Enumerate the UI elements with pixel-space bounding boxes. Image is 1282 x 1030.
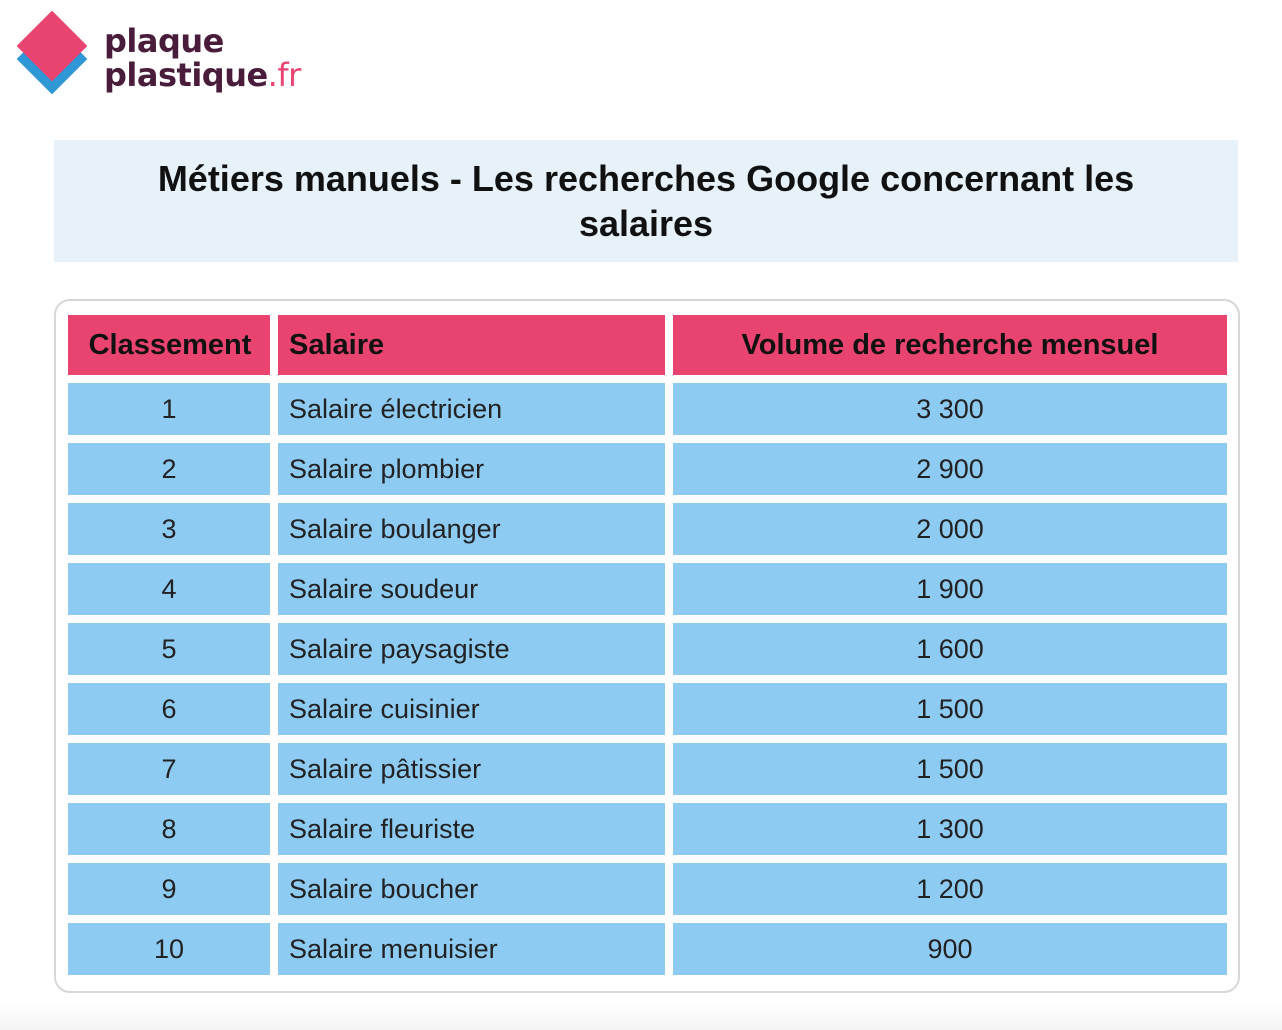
- job-cell: Salaire menuisier: [278, 923, 665, 975]
- volume-cell: 1 200: [673, 863, 1227, 915]
- volume-cell: 1 500: [673, 743, 1227, 795]
- logo-tld: .fr: [267, 56, 301, 94]
- table-row: [68, 383, 1227, 435]
- job-cell: Salaire soudeur: [278, 563, 665, 615]
- rank-cell: 4: [68, 563, 270, 615]
- rank-cell: 3: [68, 503, 270, 555]
- volume-cell: 3 300: [673, 383, 1227, 435]
- page-title: Métiers manuels - Les recherches Google concernant les salaires: [157, 158, 1135, 244]
- job-cell: Salaire plombier: [278, 443, 665, 495]
- table-row: [68, 743, 1227, 795]
- logo-line-2-text: plastique: [104, 56, 268, 94]
- volume-cell: 1 900: [673, 563, 1227, 615]
- volume-cell: 900: [673, 923, 1227, 975]
- rank-cell: 8: [68, 803, 270, 855]
- rank-cell: 10: [68, 923, 270, 975]
- title-banner: [54, 140, 1238, 262]
- table-frame: [54, 299, 1240, 993]
- volume-cell: 2 000: [673, 503, 1227, 555]
- volume-cell: 1 600: [673, 623, 1227, 675]
- job-cell: Salaire pâtissier: [278, 743, 665, 795]
- table-row: [68, 623, 1227, 675]
- volume-cell: 1 300: [673, 803, 1227, 855]
- table-row: [68, 503, 1227, 555]
- job-cell: Salaire paysagiste: [278, 623, 665, 675]
- table-row: [68, 443, 1227, 495]
- table-row: [68, 803, 1227, 855]
- header-salaire: Salaire: [278, 315, 665, 375]
- diamond-logo-icon: [18, 12, 94, 104]
- job-cell: Salaire boucher: [278, 863, 665, 915]
- rank-cell: 7: [68, 743, 270, 795]
- table-row: [68, 863, 1227, 915]
- job-cell: Salaire électricien: [278, 383, 665, 435]
- volume-cell: 1 500: [673, 683, 1227, 735]
- table-row: [68, 683, 1227, 735]
- rank-cell: 9: [68, 863, 270, 915]
- table-header-row: [68, 315, 1227, 375]
- logo-line-1: plaque: [104, 22, 224, 60]
- site-logo[interactable]: [18, 12, 301, 104]
- rank-cell: 5: [68, 623, 270, 675]
- bottom-fade: [0, 1004, 1282, 1030]
- job-cell: Salaire fleuriste: [278, 803, 665, 855]
- rank-cell: 1: [68, 383, 270, 435]
- table-row: [68, 563, 1227, 615]
- salary-search-table: [60, 307, 1235, 983]
- job-cell: Salaire cuisinier: [278, 683, 665, 735]
- logo-wordmark: [104, 24, 301, 92]
- logo-line-2: [104, 58, 301, 92]
- header-volume: Volume de recherche mensuel: [673, 315, 1227, 375]
- table-row: [68, 923, 1227, 975]
- header-classement: Classement: [68, 315, 270, 375]
- rank-cell: 6: [68, 683, 270, 735]
- job-cell: Salaire boulanger: [278, 503, 665, 555]
- volume-cell: 2 900: [673, 443, 1227, 495]
- rank-cell: 2: [68, 443, 270, 495]
